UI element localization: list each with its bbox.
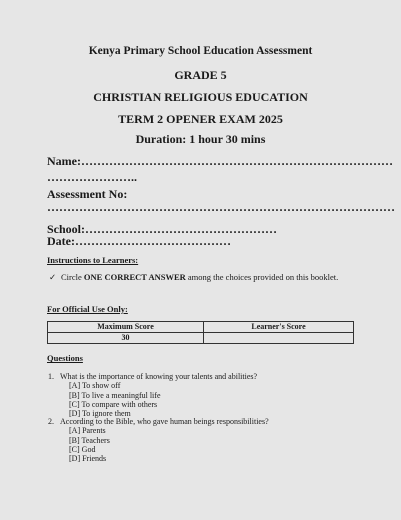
option-a[interactable]: [A] To show off (69, 381, 121, 391)
instructions-title: Instructions to Learners: (47, 255, 139, 265)
exam-board-heading: Kenya Primary School Education Assessment (88, 45, 313, 57)
option-a[interactable]: [A] Parents (69, 426, 106, 436)
option-c[interactable]: [C] God (69, 444, 96, 454)
grade-heading: GRADE 5 (174, 68, 227, 82)
instruction-item (49, 272, 351, 283)
learner-score-value[interactable] (204, 333, 354, 344)
max-score-value: 30 (48, 333, 204, 344)
question-text: What is the importance of knowing your talents and abilities? (60, 372, 258, 381)
question-number: 2. (48, 417, 54, 426)
question-text: According to the Bible, who gave human beings responsibilities? (60, 417, 269, 426)
question-2 (48, 417, 269, 464)
instruction-text-post: among the choices provided on this booklet. (185, 272, 339, 282)
instruction-text-pre: Circle (61, 272, 84, 282)
question-number: 1. (48, 372, 54, 381)
name-field[interactable]: Name:…………………………………………………………………… (47, 154, 393, 168)
term-heading: TERM 2 OPENER EXAM 2025 (118, 112, 283, 126)
instruction-text-bold: ONE CORRECT ANSWER (83, 272, 186, 282)
name-field-continued[interactable]: ………………….. (47, 170, 137, 184)
option-b[interactable]: [B] Teachers (69, 435, 110, 445)
learner-score-header: Learner's Score (204, 322, 354, 333)
subject-heading: CHRISTIAN RELIGIOUS EDUCATION (93, 90, 308, 104)
school-field[interactable]: School:………………………………………… (47, 222, 278, 236)
question-1 (48, 372, 258, 419)
check-icon: ✓ (49, 272, 57, 282)
max-score-header: Maximum Score (48, 322, 204, 333)
option-d[interactable]: [D] To ignore them (69, 409, 131, 419)
assessment-no-field[interactable]: …………………………………………………………………………… (47, 200, 395, 214)
assessment-no-label: Assessment No: (47, 187, 128, 201)
duration-heading: Duration: 1 hour 30 mins (135, 132, 266, 146)
score-table (47, 321, 354, 344)
date-field[interactable]: Date:………………………………… (47, 234, 231, 248)
questions-title: Questions (47, 353, 83, 363)
option-d[interactable]: [D] Friends (69, 454, 107, 464)
official-use-title: For Official Use Only: (47, 304, 128, 314)
option-b[interactable]: [B] To live a meaningful life (69, 390, 161, 400)
option-c[interactable]: [C] To compare with others (69, 399, 158, 409)
